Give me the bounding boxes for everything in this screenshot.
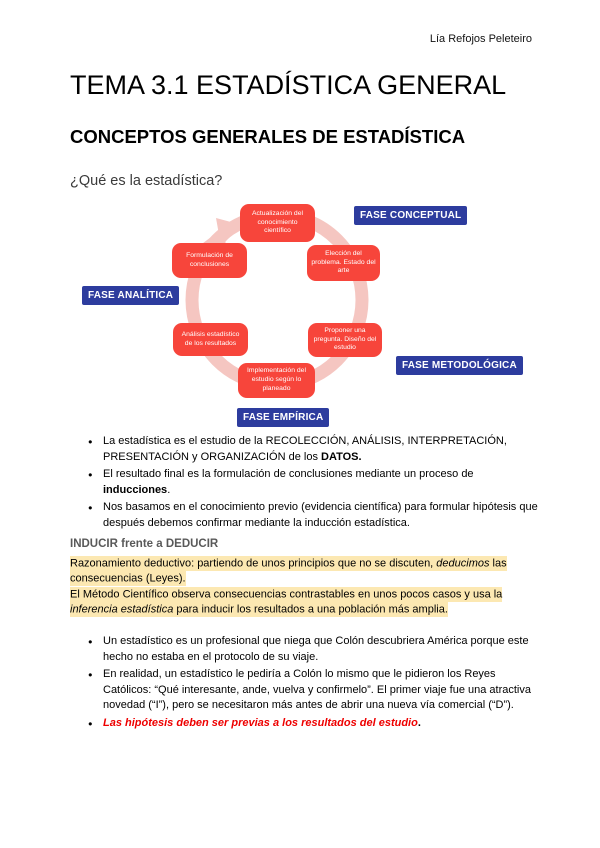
question-subtitle: ¿Qué es la estadística? — [70, 173, 223, 189]
phase-label-metodologica: FASE METODOLÓGICA — [396, 356, 523, 375]
list-item-red-emphasis: ● Las hipótesis deben ser previas a los resultados del estudio. — [70, 716, 542, 732]
research-cycle-diagram — [70, 200, 530, 432]
colon-bullet-list — [70, 634, 542, 734]
highlighted-paragraph: El Método Científico observa consecuencias contrastables en unos pocos casos y usa la inferencia estadística para inducir los resultados a una población más amplia. — [70, 588, 503, 616]
list-item: ● Nos basamos en el conocimiento previo (evidencia científica) para formular hipótesis que después debemos confirmar mediante la inducción estadística. — [70, 500, 542, 531]
list-item: ● Un estadístico es un profesional que niega que Colón descubriera América porque este hecho no estaba en el protocolo de su viaje. — [70, 634, 542, 665]
highlighted-paragraph: Razonamiento deductivo: partiendo de unos principios que no se discuten, deducimos las consecuencias (Leyes). — [70, 557, 507, 585]
list-item: ● El resultado final es la formulación de conclusiones mediante un proceso de inducciones. — [70, 467, 542, 498]
phase-label-conceptual: FASE CONCEPTUAL — [354, 206, 467, 225]
intro-bullet-list — [70, 434, 542, 534]
diagram-node-implementacion: Implementación del estudio según lo planeado — [238, 363, 315, 398]
diagram-node-formulacion: Formulación de conclusiones — [172, 243, 247, 278]
phase-label-empirica: FASE EMPÍRICA — [237, 408, 329, 427]
diagram-node-analisis: Análisis estadístico de los resultados — [173, 323, 248, 356]
list-item: ● La estadística es el estudio de la RECOLECCIÓN, ANÁLISIS, INTERPRETACIÓN, PRESENTACIÓN y ORGANIZACIÓN de los DATOS. — [70, 434, 542, 465]
diagram-node-actualizacion: Actualización del conocimiento científico — [240, 204, 315, 242]
diagram-node-eleccion: Elección del problema. Estado del arte — [307, 245, 380, 281]
highlighted-paragraphs — [70, 556, 542, 618]
phase-label-analitica: FASE ANALÍTICA — [82, 286, 179, 305]
inducir-heading: INDUCIR frente a DEDUCIR — [70, 538, 219, 550]
list-item: ● En realidad, un estadístico le pediría a Colón lo mismo que le pidieron los Reyes Católicos: “Qué interesante, ande, vuelva y confirmelo”. El primer viaje fue una atractiva novedad (“I”), pero se necesitaron más antes de abrir una nueva vía comercial (“D”). — [70, 667, 542, 714]
section-title: CONCEPTOS GENERALES DE ESTADÍSTICA — [70, 126, 466, 147]
author-header: Lía Refojos Peleteiro — [429, 33, 532, 45]
diagram-node-proponer: Proponer una pregunta. Diseño del estudio — [308, 323, 382, 357]
page-title: TEMA 3.1 ESTADÍSTICA GENERAL — [70, 70, 507, 100]
